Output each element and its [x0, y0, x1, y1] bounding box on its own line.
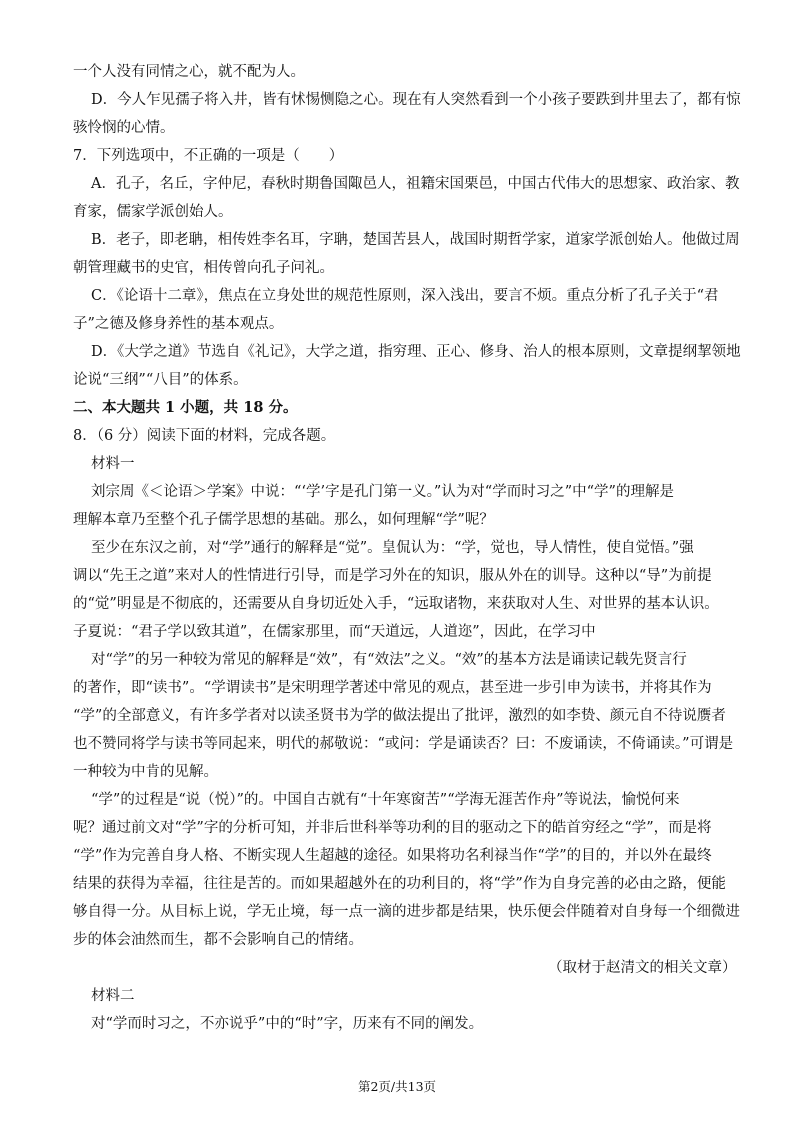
- text-line: “学”的过程是“说（悦）”的。中国自古就有“十年寒窗苦”“学海无涯苦作舟”等说法，愉悦何来: [91, 792, 680, 808]
- text-line: 材料二: [91, 988, 135, 1004]
- text-line: 朝管理藏书的史官，相传曾向孔子问礼。: [73, 260, 334, 276]
- text-line: D．今人乍见孺子将入井，皆有怵惕恻隐之心。现在有人突然看到一个小孩子要跌到井里去了，都有惊: [91, 92, 741, 108]
- text-line: 结果的获得为幸福，往往是苦的。而如果超越外在的功利目的，将“学”作为自身完善的必由之路，便能: [73, 876, 726, 892]
- text-line: 的“觉”明显是不彻底的，还需要从自身切近处入手，“远取诸物，来获取对人生、对世界的基本认识。: [73, 596, 719, 612]
- text-line: 也不赞同将学与读书等同起来，明代的郝敬说：“或问：学是诵读否？曰：不废诵读，不倚诵读。”可谓是: [73, 736, 734, 752]
- text-line: “学”的全部意义，有许多学者对以读圣贤书为学的做法提出了批评，激烈的如李贽、颜元自不待说赝者: [73, 708, 726, 724]
- text-line: （取材于赵清文的相关文章）: [548, 960, 737, 976]
- text-line: 调以“先王之道”来对人的性情进行引导，而是学习外在的知识，服从外在的训导。这种以“导”为前提: [73, 568, 712, 584]
- text-line: B．老子，即老聃，相传姓李名耳，字聃，楚国苦县人，战国时期哲学家，道家学派创始人。他做过周: [91, 232, 740, 248]
- text-line: 子”之德及修身养性的基本观点。: [73, 316, 284, 332]
- page-footer: 第2页/共13页: [357, 1079, 437, 1094]
- text-line: A．孔子，名丘，字仲尼，春秋时期鲁国陬邑人，祖籍宋国栗邑，中国古代伟大的思想家、政治家、教: [91, 176, 740, 192]
- text-line: 7．下列选项中，不正确的一项是（ ）: [73, 148, 344, 164]
- text-line: 骇怜悯的心情。: [73, 120, 175, 136]
- text-line: 够自得一分。从目标上说，学无止境，每一点一滴的进步都是结果，快乐便会伴随着对自身每一个细微进: [73, 904, 740, 920]
- text-line: “学”作为完善自身人格、不断实现人生超越的途径。如果将功名利禄当作“学”的目的，并以外在最终: [73, 848, 712, 864]
- text-line: 一种较为中肯的见解。: [73, 764, 218, 780]
- text-line: 8．（6 分）阅读下面的材料，完成各题。: [73, 428, 336, 444]
- text-line: C．《论语十二章》，焦点在立身处世的规范性原则，深入浅出，要言不烦。重点分析了孔子关于“君: [91, 288, 719, 304]
- text-line: 对“学而时习之，不亦说乎”中的“时”字，历来有不同的阐发。: [91, 1016, 484, 1032]
- text-line: 子夏说：“君子学以致其道”，在儒家那里，而“天道远，人道迩”，因此，在学习中: [73, 624, 596, 640]
- text-line: 二、本大题共 1 小题，共 18 分。: [73, 399, 298, 416]
- text-line: 刘宗周《＜论语＞学案》中说：“‘学’字是孔门第一义。”认为对“学而时习之”中“学”的理解是: [91, 484, 674, 500]
- text-line: 一个人没有同情之心，就不配为人。: [73, 64, 305, 80]
- text-line: 至少在东汉之前，对“学”通行的解释是“觉”。皇侃认为：“学，觉也，导人情性，使自觉悟。”强: [91, 540, 694, 556]
- text-line: 论说“三纲”“八目”的体系。: [73, 372, 248, 388]
- text-line: 对“学”的另一种较为常见的解释是“效”，有“效法”之义。“效”的基本方法是诵读记载先贤言行: [91, 652, 687, 668]
- text-line: 理解本章乃至整个孔子儒学思想的基础。那么，如何理解“学”呢？: [73, 512, 494, 528]
- text-line: 育家，儒家学派创始人。: [73, 204, 233, 220]
- text-line: 的著作，即“读书”。“学谓读书”是宋明理学著述中常见的观点，甚至进一步引申为读书，并将其作为: [73, 680, 712, 696]
- text-line: 步的体会油然而生，都不会影响自己的情绪。: [73, 932, 363, 948]
- text-line: D．《大学之道》节选自《礼记》，大学之道，指穷理、正心、修身、治人的根本原则，文章提纲挈领地: [91, 344, 741, 360]
- text-line: 材料一: [91, 456, 135, 472]
- text-line: 呢？通过前文对“学”字的分析可知，并非后世科举等功利的目的驱动之下的皓首穷经之“学”，而是将: [73, 820, 712, 836]
